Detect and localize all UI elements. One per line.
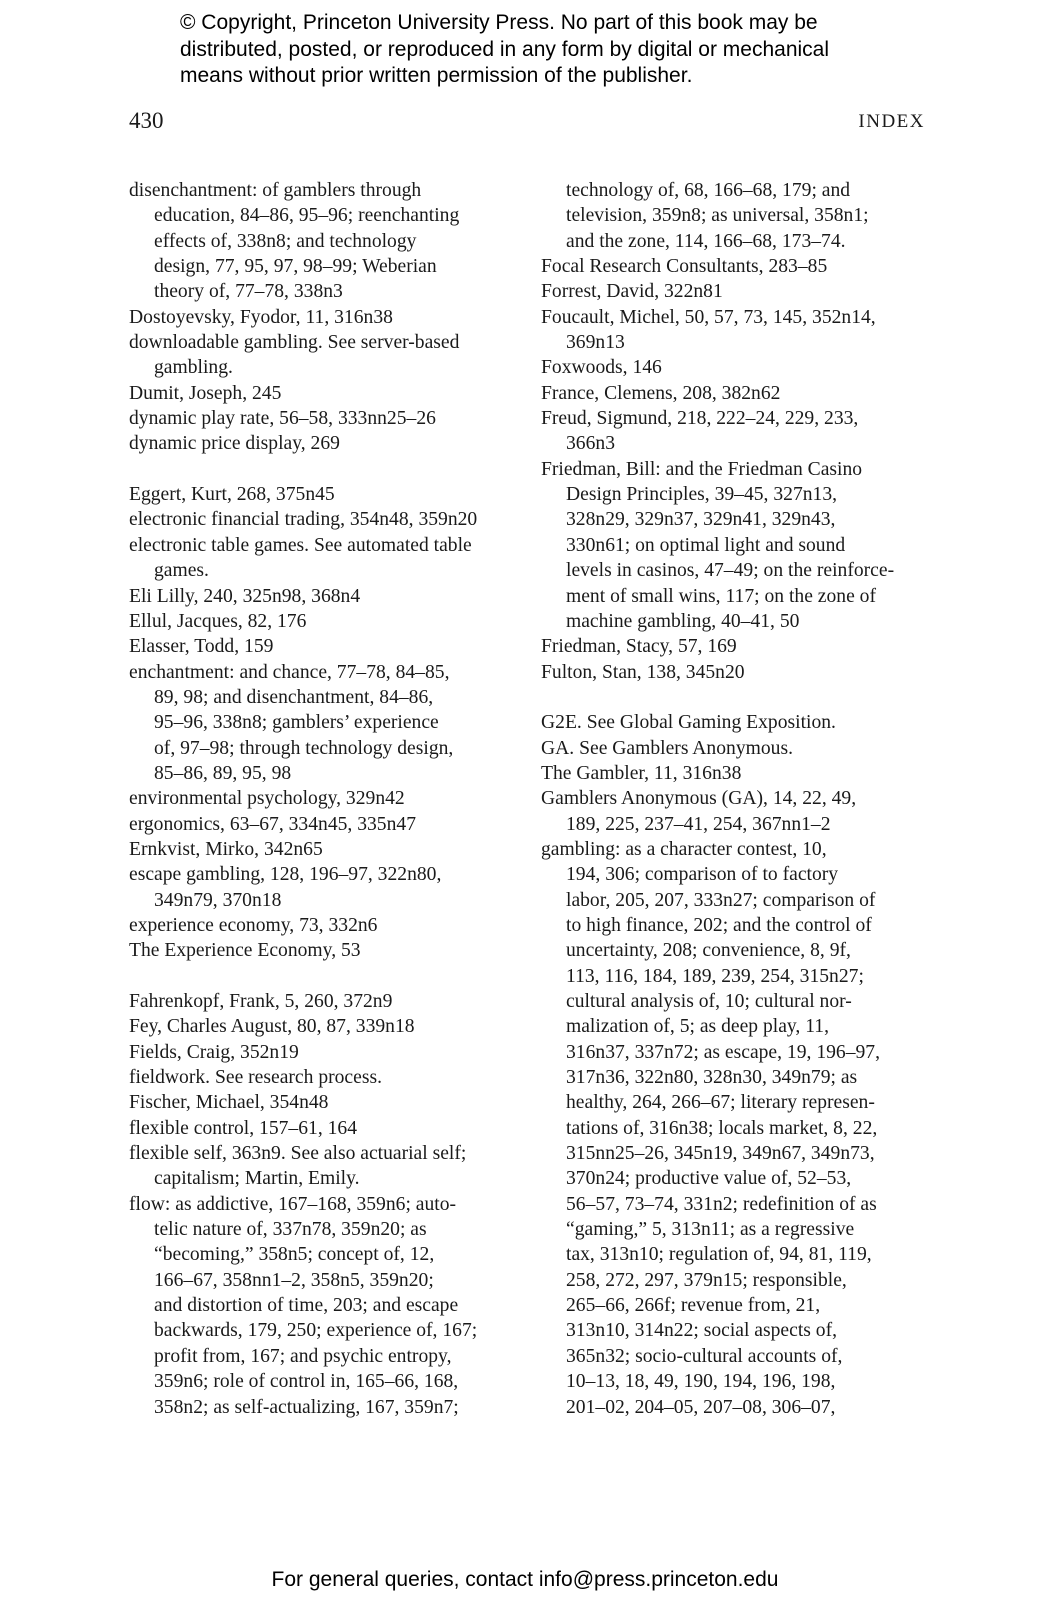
- index-entry: gambling: as a character contest, 10, 194, 306; comparison of to factory labor, 205, 207, 333n27; comparison of to high finance, 202; and the control of uncertainty, 208; convenience, 8, 9f, 113, 116, 184, 189, 239, 254, 315n27; cultural analysis of, 10; cultural nor- malization of, 5; as deep play, 11, 316n37, 337n72; as escape, 19, 196–97, 317n36, 322n80, 328n30, 349n79; as healthy, 264, 266–67; literary represen- tations of, 316n38; locals market, 8, 22, 315nn25–26, 345n19, 349n67, 349n73, 370n24; productive value of, 52–53, 56–57, 73–74, 331n2; redefinition of as “gaming,” 5, 313n11; as a regressive tax, 313n10; regulation of, 94, 81, 119, 258, 272, 297, 379n15; responsible, 265–66, 266f; revenue from, 21, 313n10, 314n22; social aspects of, 365n32; socio-cultural accounts of, 10–13, 18, 49, 190, 194, 196, 198, 201–02, 204–05, 207–08, 306–07,: [541, 838, 880, 1418]
- index-entry: The Gambler, 11, 316n38: [541, 762, 742, 784]
- index-entry: Friedman, Stacy, 57, 169: [541, 636, 737, 658]
- index-entry: Forrest, David, 322n81: [541, 281, 723, 303]
- footer-contact: For general queries, contact info@press.princeton.edu: [271, 1568, 779, 1591]
- index-entry: Dostoyevsky, Fyodor, 11, 316n38: [129, 306, 393, 328]
- copyright-notice: [180, 10, 940, 90]
- index-entry: fieldwork. See research process.: [129, 1067, 382, 1089]
- copyright-line: means without prior written permission of the publisher.: [180, 64, 693, 87]
- index-entry: Gamblers Anonymous (GA), 14, 22, 49, 189, 225, 237–41, 254, 367nn1–2: [541, 788, 857, 835]
- index-entry: Foxwoods, 146: [541, 357, 662, 379]
- section-gap: [541, 685, 929, 710]
- index-entry: Freud, Sigmund, 218, 222–24, 229, 233, 366n3: [541, 408, 859, 455]
- index-entry: dynamic play rate, 56–58, 333nn25–26: [129, 408, 436, 430]
- index-entry: GA. See Gamblers Anonymous.: [541, 737, 793, 759]
- index-entry: Fulton, Stan, 138, 345n20: [541, 661, 745, 683]
- index-entry: Fischer, Michael, 354n48: [129, 1092, 329, 1114]
- index-column-left: [129, 178, 519, 1420]
- index-entry: electronic table games. See automated table games.: [129, 534, 472, 582]
- index-entry: Foucault, Michel, 50, 57, 73, 145, 352n14, 369n13: [541, 306, 876, 354]
- index-entry: experience economy, 73, 332n6: [129, 914, 378, 936]
- index-entry: technology of, 68, 166–68, 179; and television, 359n8; as universal, 358n1; and the zone, 114, 166–68, 173–74.: [566, 180, 869, 252]
- index-entry: Fields, Craig, 352n19: [129, 1041, 299, 1063]
- index-entry: The Experience Economy, 53: [129, 940, 361, 962]
- index-entry: downloadable gambling. See server-based gambling.: [129, 332, 460, 379]
- running-head: [129, 108, 925, 138]
- index-entry: France, Clemens, 208, 382n62: [541, 382, 781, 404]
- index-entry: Ellul, Jacques, 82, 176: [129, 610, 307, 632]
- page-number: 430: [129, 108, 164, 133]
- index-column-right: [541, 178, 929, 1420]
- index-entry: escape gambling, 128, 196–97, 322n80, 349n79, 370n18: [129, 864, 442, 911]
- index-entry: disenchantment: of gamblers through education, 84–86, 95–96; reenchanting effects of, 338n8; and technology design, 77, 95, 97, 98–99; Weberian theory of, 77–78, 338n3: [129, 180, 460, 303]
- index-entry: Fey, Charles August, 80, 87, 339n18: [129, 1016, 415, 1038]
- index-entry: environmental psychology, 329n42: [129, 788, 405, 810]
- index-entry: Fahrenkopf, Frank, 5, 260, 372n9: [129, 991, 393, 1012]
- index-entry: Friedman, Bill: and the Friedman Casino Design Principles, 39–45, 327n13, 328n29, 329n37, 329n41, 329n43, 330n61; on optimal light and sound levels in casinos, 47–49; on the reinforce- ment of small wins, 117; on the zone of machine gambling, 40–41, 50: [541, 458, 895, 632]
- index-entry: Eggert, Kurt, 268, 375n45: [129, 484, 335, 506]
- index-entry: flow: as addictive, 167–168, 359n6; auto- telic nature of, 337n78, 359n20; as “becoming,” 358n5; concept of, 12, 166–67, 358nn1–2, 358n5, 359n20; and distortion of time, 203; and escape backwards, 179, 250; experience of, 167; profit from, 167; and psychic entropy, 359n6; role of control in, 165–66, 168, 358n2; as self-actualizing, 167, 359n7;: [129, 1193, 478, 1418]
- copyright-line: distributed, posted, or reproduced in any form by digital or mechanical: [180, 37, 830, 61]
- index-entry: Elasser, Todd, 159: [129, 636, 274, 658]
- section-title: INDEX: [858, 111, 925, 132]
- section-gap: [129, 964, 519, 989]
- index-entry: Focal Research Consultants, 283–85: [541, 256, 828, 278]
- copyright-line: © Copyright, Princeton University Press. No part of this book may be: [180, 11, 818, 34]
- index-entry: ergonomics, 63–67, 334n45, 335n47: [129, 813, 416, 835]
- index-entry: Dumit, Joseph, 245: [129, 382, 282, 404]
- index-entry: enchantment: and chance, 77–78, 84–85, 89, 98; and disenchantment, 84–86, 95–96, 338n8; gamblers’ experience of, 97–98; through technology design, 85–86, 89, 95, 98: [129, 661, 454, 784]
- index-entry: Ernkvist, Mirko, 342n65: [129, 838, 323, 860]
- section-gap: [129, 457, 519, 482]
- index-entry: electronic financial trading, 354n48, 359n20: [129, 509, 478, 531]
- index-entry: G2E. See Global Gaming Exposition.: [541, 712, 836, 734]
- index-entry: flexible control, 157–61, 164: [129, 1117, 358, 1139]
- index-entry: Eli Lilly, 240, 325n98, 368n4: [129, 585, 361, 607]
- index-entry: flexible self, 363n9. See also actuarial self; capitalism; Martin, Emily.: [129, 1143, 467, 1190]
- index-entry: dynamic price display, 269: [129, 433, 340, 455]
